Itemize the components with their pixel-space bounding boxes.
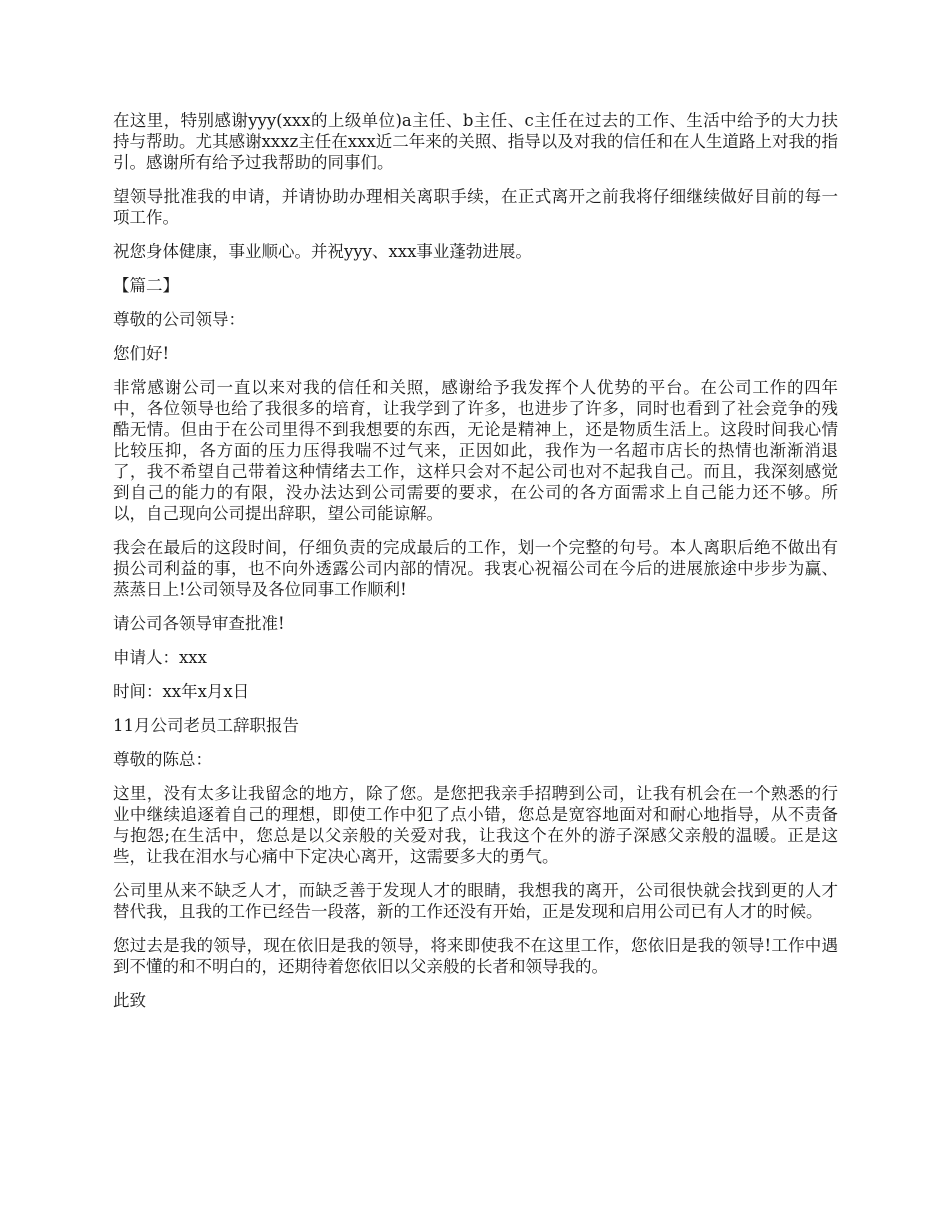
paragraph-request-approval: 望领导批准我的申请，并请协助办理相关离职手续，在正式离开之前我将仔细继续做好目前的每一项工作。: [113, 187, 838, 227]
paragraph-commitment: 我会在最后的这段时间，仔细负责的完成最后的工作，划一个完整的句号。本人离职后绝不做出有损公司利益的事，也不向外透露公司内部的情况。我衷心祝福公司在今后的进展旅途中步步为赢、蒸蒸日上!公司领导及各位同事工作顺利!: [113, 538, 838, 599]
paragraph-approval-request: 请公司各领导审查批准!: [113, 614, 285, 633]
date-line: 时间：xx年x月x日: [113, 682, 250, 701]
paragraph-reason: 非常感谢公司一直以来对我的信任和关照，感谢给予我发挥个人优势的平台。在公司工作的四年中，各位领导也给了我很多的培育，让我学到了许多，也进步了许多，同时也看到了社会竞争的残酷无情。但由于在公司里得不到我想要的东西，无论是精神上，还是物质生活上。这段时间我心情比较压抑，各方面的压力压得我喘不过气来，正因如此，我作为一名超市店长的热情也渐渐消退了，我不希望自己带着这种情绪去工作，这样只会对不起公司也对不起我自己。而且，我深刻感觉到自己的能力的有限，没办法达到公司需要的要求，在公司的各方面需求上自己能力还不够。所以，自己现向公司提出辞职，望公司能谅解。: [113, 378, 838, 523]
closing: 此致: [113, 991, 146, 1010]
report-title: 11月公司老员工辞职报告: [113, 716, 299, 735]
greeting: 您们好!: [113, 344, 170, 363]
document-body: [113, 110, 838, 1024]
applicant-line: 申请人：xxx: [113, 648, 207, 667]
paragraph-gratitude: 这里，没有太多让我留念的地方，除了您。是您把我亲手招聘到公司，让我有机会在一个熟悉的行业中继续追逐着自己的理想，即使工作中犯了点小错，您总是宽容地面对和耐心地指导，从不责备与抱怨;在生活中，您总是以父亲般的关爱对我，让我这个在外的游子深感父亲般的温暖。正是这些，让我在泪水与心痛中下定决心离开，这需要多大的勇气。: [113, 784, 838, 866]
salutation: 尊敬的公司领导：: [113, 310, 245, 329]
paragraph-wishes: 祝您身体健康，事业顺心。并祝yyy、xxx事业蓬勃进展。: [113, 242, 532, 261]
paragraph-talent: 公司里从来不缺乏人才，而缺乏善于发现人才的眼睛，我想我的离开，公司很快就会找到更的人才替代我，且我的工作已经告一段落，新的工作还没有开始，正是发现和启用公司已有人才的时候。: [113, 881, 838, 921]
salutation-chen: 尊敬的陈总：: [113, 750, 212, 769]
paragraph-thanks: 在这里，特别感谢yyy(xxx的上级单位)a主任、b主任、c主任在过去的工作、生活中给予的大力扶持与帮助。尤其感谢xxxz主任在xxx近二年来的关照、指导以及对我的信任和在人生道路上对我的指引。感谢所有给予过我帮助的同事们。: [113, 111, 838, 172]
paragraph-leader: 您过去是我的领导，现在依旧是我的领导，将来即使我不在这里工作，您依旧是我的领导!工作中遇到不懂的和不明白的，还期待着您依旧以父亲般的长者和领导我的。: [113, 936, 838, 976]
section-heading: 【篇二】: [113, 276, 179, 295]
